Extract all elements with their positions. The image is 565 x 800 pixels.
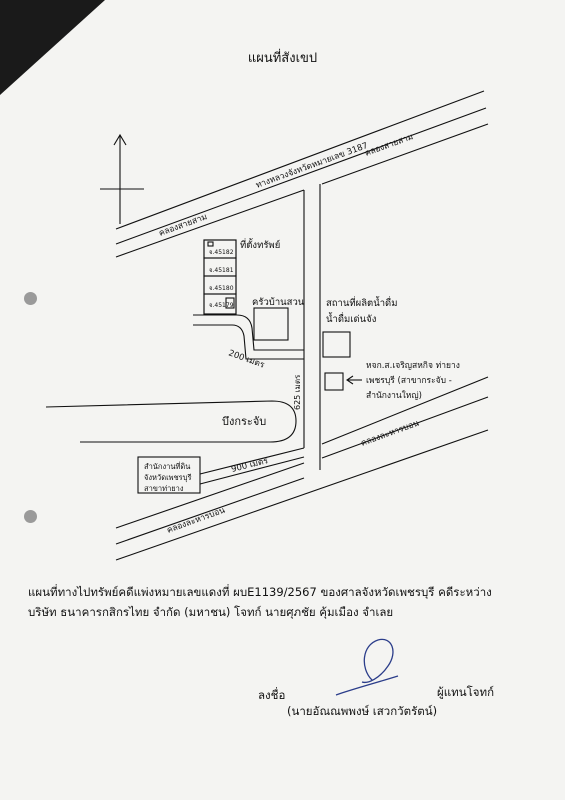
shop-label: หจก.ส.เจริญสหกิจ ท่ายาง — [366, 361, 460, 371]
plot-marker — [208, 242, 213, 246]
plot-label: จ.45182 — [209, 249, 234, 256]
lane-south-edge — [193, 325, 304, 359]
canal-bottom-right-label: คลองละหารบอน — [359, 418, 421, 449]
caption-line: บริษัท ธนาคารกสิกรไทย จำกัด (มหาชน) โจทก์ นายศุภชัย คุ้มเมือง จำเลย — [28, 605, 394, 619]
highway-north-edge — [116, 91, 484, 229]
shop-label: สำนักงานใหญ่) — [366, 391, 422, 401]
caption-block — [28, 582, 548, 622]
water-factory-label: สถานที่ผลิตน้ำดื่ม — [326, 298, 398, 309]
land-office-label: สำนักงานที่ดิน — [144, 462, 191, 471]
property-label: ที่ตั้งทรัพย์ — [240, 240, 281, 251]
lane-north-edge — [193, 315, 304, 350]
signature-label: ลงชื่อ — [258, 688, 286, 702]
plot-label: จ.45179 — [209, 302, 234, 309]
highway-label: ทางหลวงจังหวัดหมายเลข 3187 — [254, 140, 370, 191]
land-office-label: สาขาท่ายาง — [144, 484, 184, 493]
map-title: แผนที่สังเขป — [247, 51, 318, 66]
land-office-label: จังหวัดเพชรบุรี — [144, 473, 192, 482]
signature-scrawl — [336, 639, 398, 695]
canal-bottom-right-edge1 — [322, 377, 488, 444]
distance-625-label: 625 เมตร — [293, 374, 302, 410]
signature-role: ผู้แทนโจทก์ — [437, 685, 495, 699]
restaurant-label: ครัวบ้านสวน — [252, 297, 305, 308]
shop-label: เพชรบุรี (สาขากระจับ - — [366, 376, 452, 386]
water-factory-building — [323, 332, 350, 357]
plot-label: จ.45180 — [209, 285, 234, 292]
canal-bottom-edge3 — [116, 430, 488, 560]
lake-label: บึงกระจับ — [222, 415, 267, 428]
plot-label: จ.45181 — [209, 267, 234, 274]
shop-building — [325, 373, 343, 390]
water-factory-label: น้ำดื่มเด่นจัง — [326, 314, 377, 325]
distance-200-label: 200 เมตร — [226, 348, 266, 371]
canal-top-right-label: คลองสายสาม — [363, 132, 415, 159]
caption-line: แผนที่ทางไปทรัพย์คดีแพ่งหมายเลขแดงที่ ผบE1139/2567 ของศาลจังหวัดเพชรบุรี คดีระหว่าง — [28, 585, 492, 599]
canal-bottom-left-label: คลองละหารบอน — [165, 505, 227, 536]
canal-top-left-label: คลองสายสาม — [157, 212, 209, 239]
distance-900-label: 900 เมตร — [230, 456, 270, 475]
restaurant-building — [254, 308, 288, 340]
signature-name: (นายอัณณพพงษ์ เสวกวัตรัตน์) — [287, 704, 438, 718]
